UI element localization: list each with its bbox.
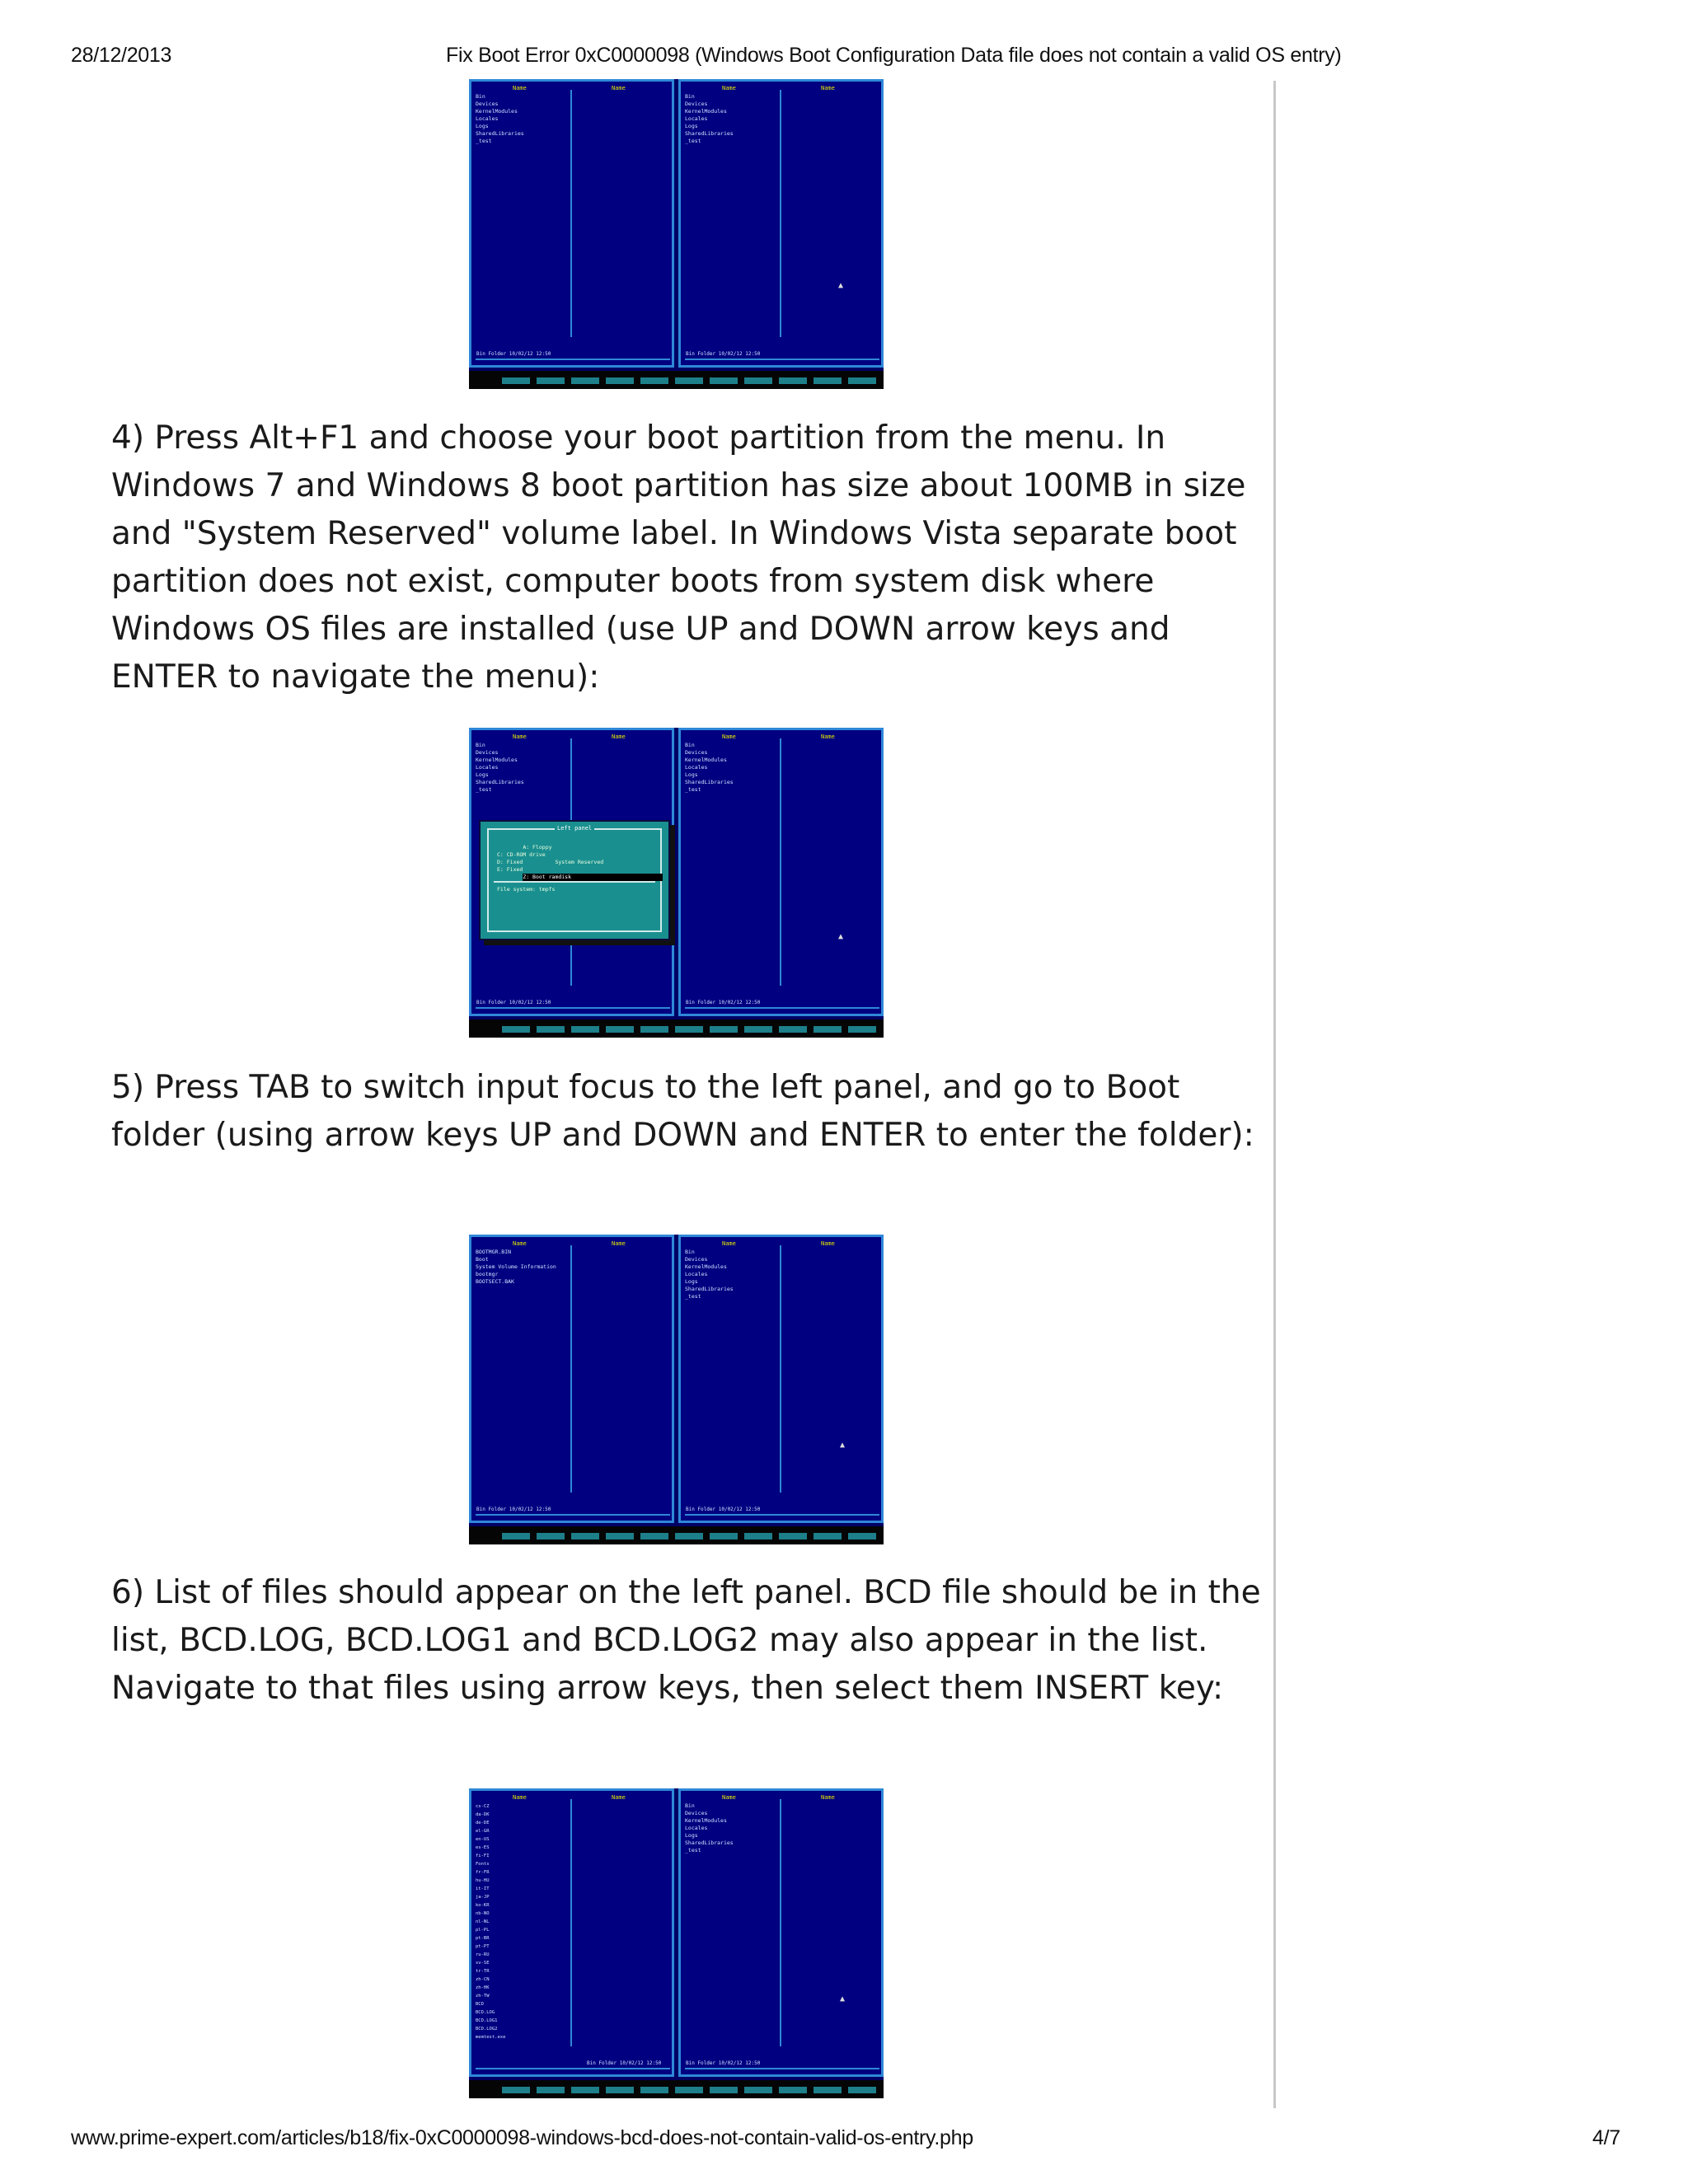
step-4-text: 4) Press Alt+F1 and choose your boot partition from the menu. In Windows 7 and Windows 8 boot partition has size about 100MB in size and "System Reserved" volume label. In Windows Vista separate boot partition does not exist, computer boots from system disk where Windows OS files are installed (use UP and DOWN arrow keys and ENTER to navigate the menu): <box>111 419 1246 696</box>
col-header: Name <box>722 1794 736 1801</box>
screenshot-drive-menu <box>469 728 884 1038</box>
right-panel <box>678 79 884 368</box>
page-divider <box>1273 81 1276 2108</box>
col-header: Name <box>722 1240 736 1247</box>
file-list: Bin Devices KernelModules Locales Logs SharedLibraries _test <box>476 93 524 144</box>
status-text: Bin Folder 10/02/12 12:50 <box>686 351 761 357</box>
mouse-cursor-icon: ▲ <box>840 1994 846 2004</box>
col-header: Name <box>612 733 626 740</box>
function-key-bar <box>469 2080 884 2098</box>
screenshot-boot-folder <box>469 1235 884 1544</box>
col-header: Name <box>612 1794 626 1801</box>
mouse-cursor-icon: ▲ <box>838 281 844 290</box>
screenshot-bcd-files <box>469 1788 884 2098</box>
screenshot-file-manager-initial <box>469 79 884 389</box>
col-header: Name <box>513 1240 527 1247</box>
function-key-bar <box>469 1526 884 1544</box>
footer-url: www.prime-expert.com/articles/b18/fix-0xC0000098-windows-bcd-does-not-contain-valid-os-entry.php <box>71 2126 973 2149</box>
col-header: Name <box>513 733 527 740</box>
status-text: Bin Folder 10/02/12 12:50 <box>476 1000 551 1005</box>
drive-select-dialog <box>479 820 670 940</box>
status-text: Bin Folder 10/02/12 12:50 <box>476 351 551 357</box>
left-panel <box>469 1235 674 1523</box>
drive-item-selected: Z: Boot ramdisk <box>523 874 663 881</box>
mouse-cursor-icon: ▲ <box>838 932 844 941</box>
file-list: Bin Devices KernelModules Locales Logs SharedLibraries _test <box>685 1802 734 1854</box>
col-header: Name <box>821 85 835 91</box>
left-panel <box>469 79 674 368</box>
col-header: Name <box>821 733 835 740</box>
col-header: Name <box>612 1240 626 1247</box>
file-list: Bin Devices KernelModules Locales Logs SharedLibraries _test <box>476 742 524 793</box>
right-panel <box>678 728 884 1016</box>
col-header: Name <box>513 1794 527 1801</box>
function-key-bar <box>469 371 884 389</box>
col-header: Name <box>821 1240 835 1247</box>
mouse-cursor-icon: ▲ <box>840 1441 846 1450</box>
file-list: Bin Devices KernelModules Locales Logs SharedLibraries _test <box>685 1249 734 1300</box>
file-list: Bin Devices KernelModules Locales Logs SharedLibraries _test <box>685 742 734 793</box>
status-text: Bin Folder 10/02/12 12:50 <box>587 2060 662 2066</box>
status-text: Bin Folder 10/02/12 12:50 <box>686 1507 761 1512</box>
status-text: Bin Folder 10/02/12 12:50 <box>686 1000 761 1005</box>
col-header: Name <box>821 1794 835 1801</box>
file-list: cs-CZ da-DK de-DE el-GR en-US es-ES fi-FI Fonts fr-FR hu-HU it-IT ja-JP ko-KR nb-NO nl-NL pl-PL pt-BR pt-PT ru-RU sv-SE tr-TR zh-CN zh-HK zh-TW BCD BCD.LOG BCD.LOG1 BCD.LOG2 memtest.exe <box>476 1804 506 2040</box>
header-date: 28/12/2013 <box>71 44 172 67</box>
file-list: Bin Devices KernelModules Locales Logs SharedLibraries _test <box>685 93 734 144</box>
header-title: Fix Boot Error 0xC0000098 (Windows Boot Configuration Data file does not contain a valid OS entry) <box>446 44 1342 67</box>
right-panel <box>678 1788 884 2077</box>
right-panel <box>678 1235 884 1523</box>
dialog-footer: File system: tmpfs <box>497 886 556 893</box>
col-header: Name <box>612 85 626 91</box>
col-header: Name <box>513 85 527 91</box>
dialog-title: Left panel <box>555 825 594 832</box>
file-list: BOOTMGR.BIN Boot System Volume Information bootmgr BOOTSECT.BAK <box>476 1249 556 1285</box>
col-header: Name <box>722 85 736 91</box>
status-text: Bin Folder 10/02/12 12:50 <box>686 2060 761 2066</box>
function-key-bar <box>469 1019 884 1038</box>
step-5-text: 5) Press TAB to switch input focus to the left panel, and go to Boot folder (using arrow keys UP and DOWN and ENTER to enter the folder): <box>111 1069 1254 1154</box>
col-header: Name <box>722 733 736 740</box>
status-text: Bin Folder 10/02/12 12:50 <box>476 1507 551 1512</box>
left-panel <box>469 1788 674 2077</box>
footer-page-number: 4/7 <box>1592 2126 1620 2149</box>
drive-list: A: Floppy C: CD-ROM drive D: Fixed System Reserved E: Fixed <box>497 844 604 873</box>
step-6-text: 6) List of files should appear on the left panel. BCD file should be in the list, BCD.LOG, BCD.LOG1 and BCD.LOG2 may also appear in the list. Navigate to that files using arrow keys, then select them INSERT key: <box>111 1574 1261 1707</box>
